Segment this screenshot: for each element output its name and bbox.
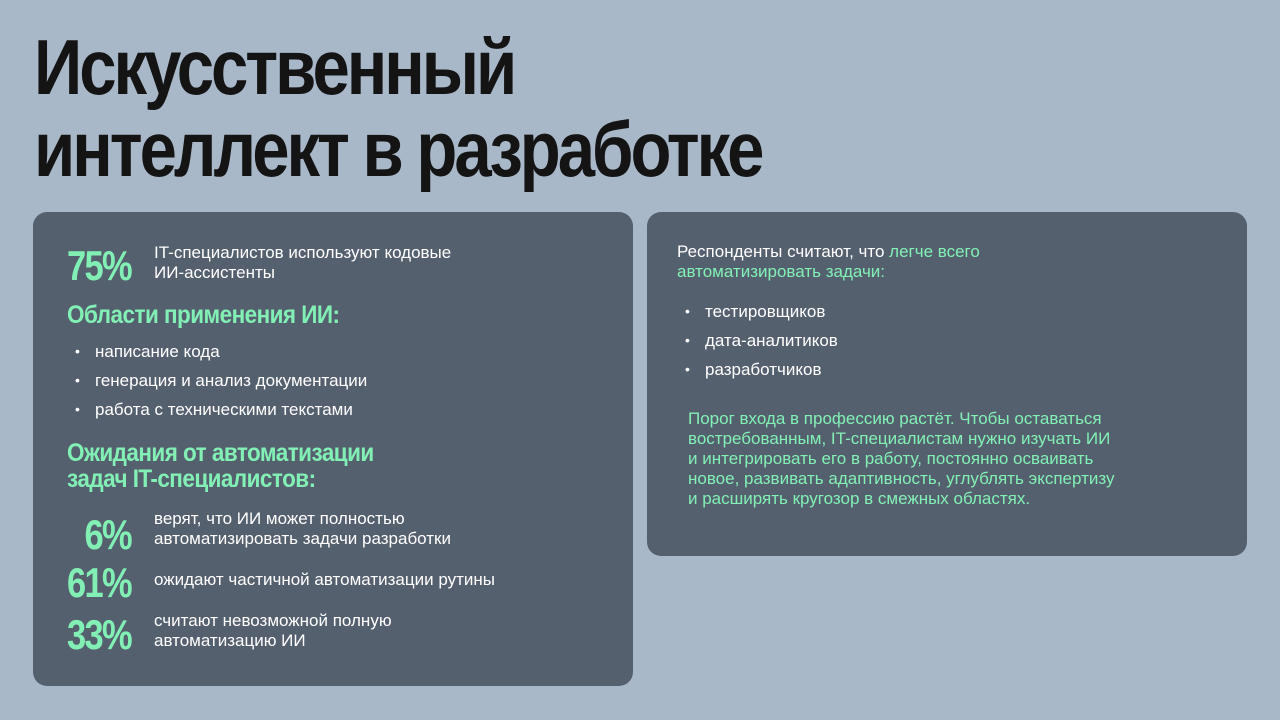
stat-text-line2: автоматизацию ИИ: [154, 631, 306, 650]
list-item: • генерация и анализ документации: [75, 366, 367, 395]
list-item: • тестировщиков: [685, 297, 838, 326]
list-item: • дата-аналитиков: [685, 326, 838, 355]
stat-value: 33%: [66, 611, 131, 658]
intro-plain: Респонденты считают, что: [677, 242, 890, 261]
stat-text-line1: ожидают частичной автоматизации рутины: [154, 570, 495, 589]
list-item: • разработчиков: [685, 355, 838, 384]
stat-text-line1: считают невозможной полную: [154, 611, 392, 630]
conclusion-line: новое, развивать адаптивность, углублять экспертизу: [688, 469, 1115, 488]
intro-text: [677, 242, 980, 282]
intro-accent-line1: легче всего: [889, 242, 980, 261]
areas-heading: Области применения ИИ:: [67, 301, 340, 329]
conclusion-line: Порог входа в профессию растёт. Чтобы оставаться: [688, 409, 1102, 428]
conclusion-text: [688, 409, 1114, 509]
stat-text: [154, 611, 392, 651]
intro-accent-line2: автоматизировать задачи:: [677, 262, 886, 281]
right-card: [647, 212, 1247, 556]
stat-main-value: 75%: [66, 242, 131, 289]
stat-value: 61%: [66, 559, 131, 606]
expect-heading-line1: Ожидания от автоматизации: [67, 439, 374, 467]
conclusion-line: востребованным, IT-специалистам нужно изучать ИИ: [688, 429, 1111, 448]
stat-value: 6%: [84, 511, 131, 558]
stat-text: [154, 570, 495, 590]
conclusion-line: и интегрировать его в работу, постоянно осваивать: [688, 449, 1094, 468]
stat-text: [154, 509, 451, 549]
roles-list: [685, 297, 838, 384]
stat-text-line2: автоматизировать задачи разработки: [154, 529, 451, 548]
page-title: [34, 23, 762, 193]
areas-list: [75, 337, 367, 424]
list-item: • работа с техническими текстами: [75, 395, 367, 424]
stat-main-text-line1: IT-специалистов используют кодовые: [154, 243, 452, 262]
left-card: [33, 212, 633, 686]
stat-main-text: [154, 243, 451, 283]
expect-heading: [67, 440, 374, 492]
page-title-line2: интеллект в разработке: [34, 105, 762, 193]
list-item: • написание кода: [75, 337, 367, 366]
expect-heading-line2: задач IT-специалистов:: [67, 465, 316, 493]
stat-text-line1: верят, что ИИ может полностью: [154, 509, 405, 528]
conclusion-line: и расширять кругозор в смежных областях.: [688, 489, 1031, 508]
page-title-line1: Искусственный: [34, 23, 515, 111]
stat-main-text-line2: ИИ-ассистенты: [154, 263, 275, 282]
